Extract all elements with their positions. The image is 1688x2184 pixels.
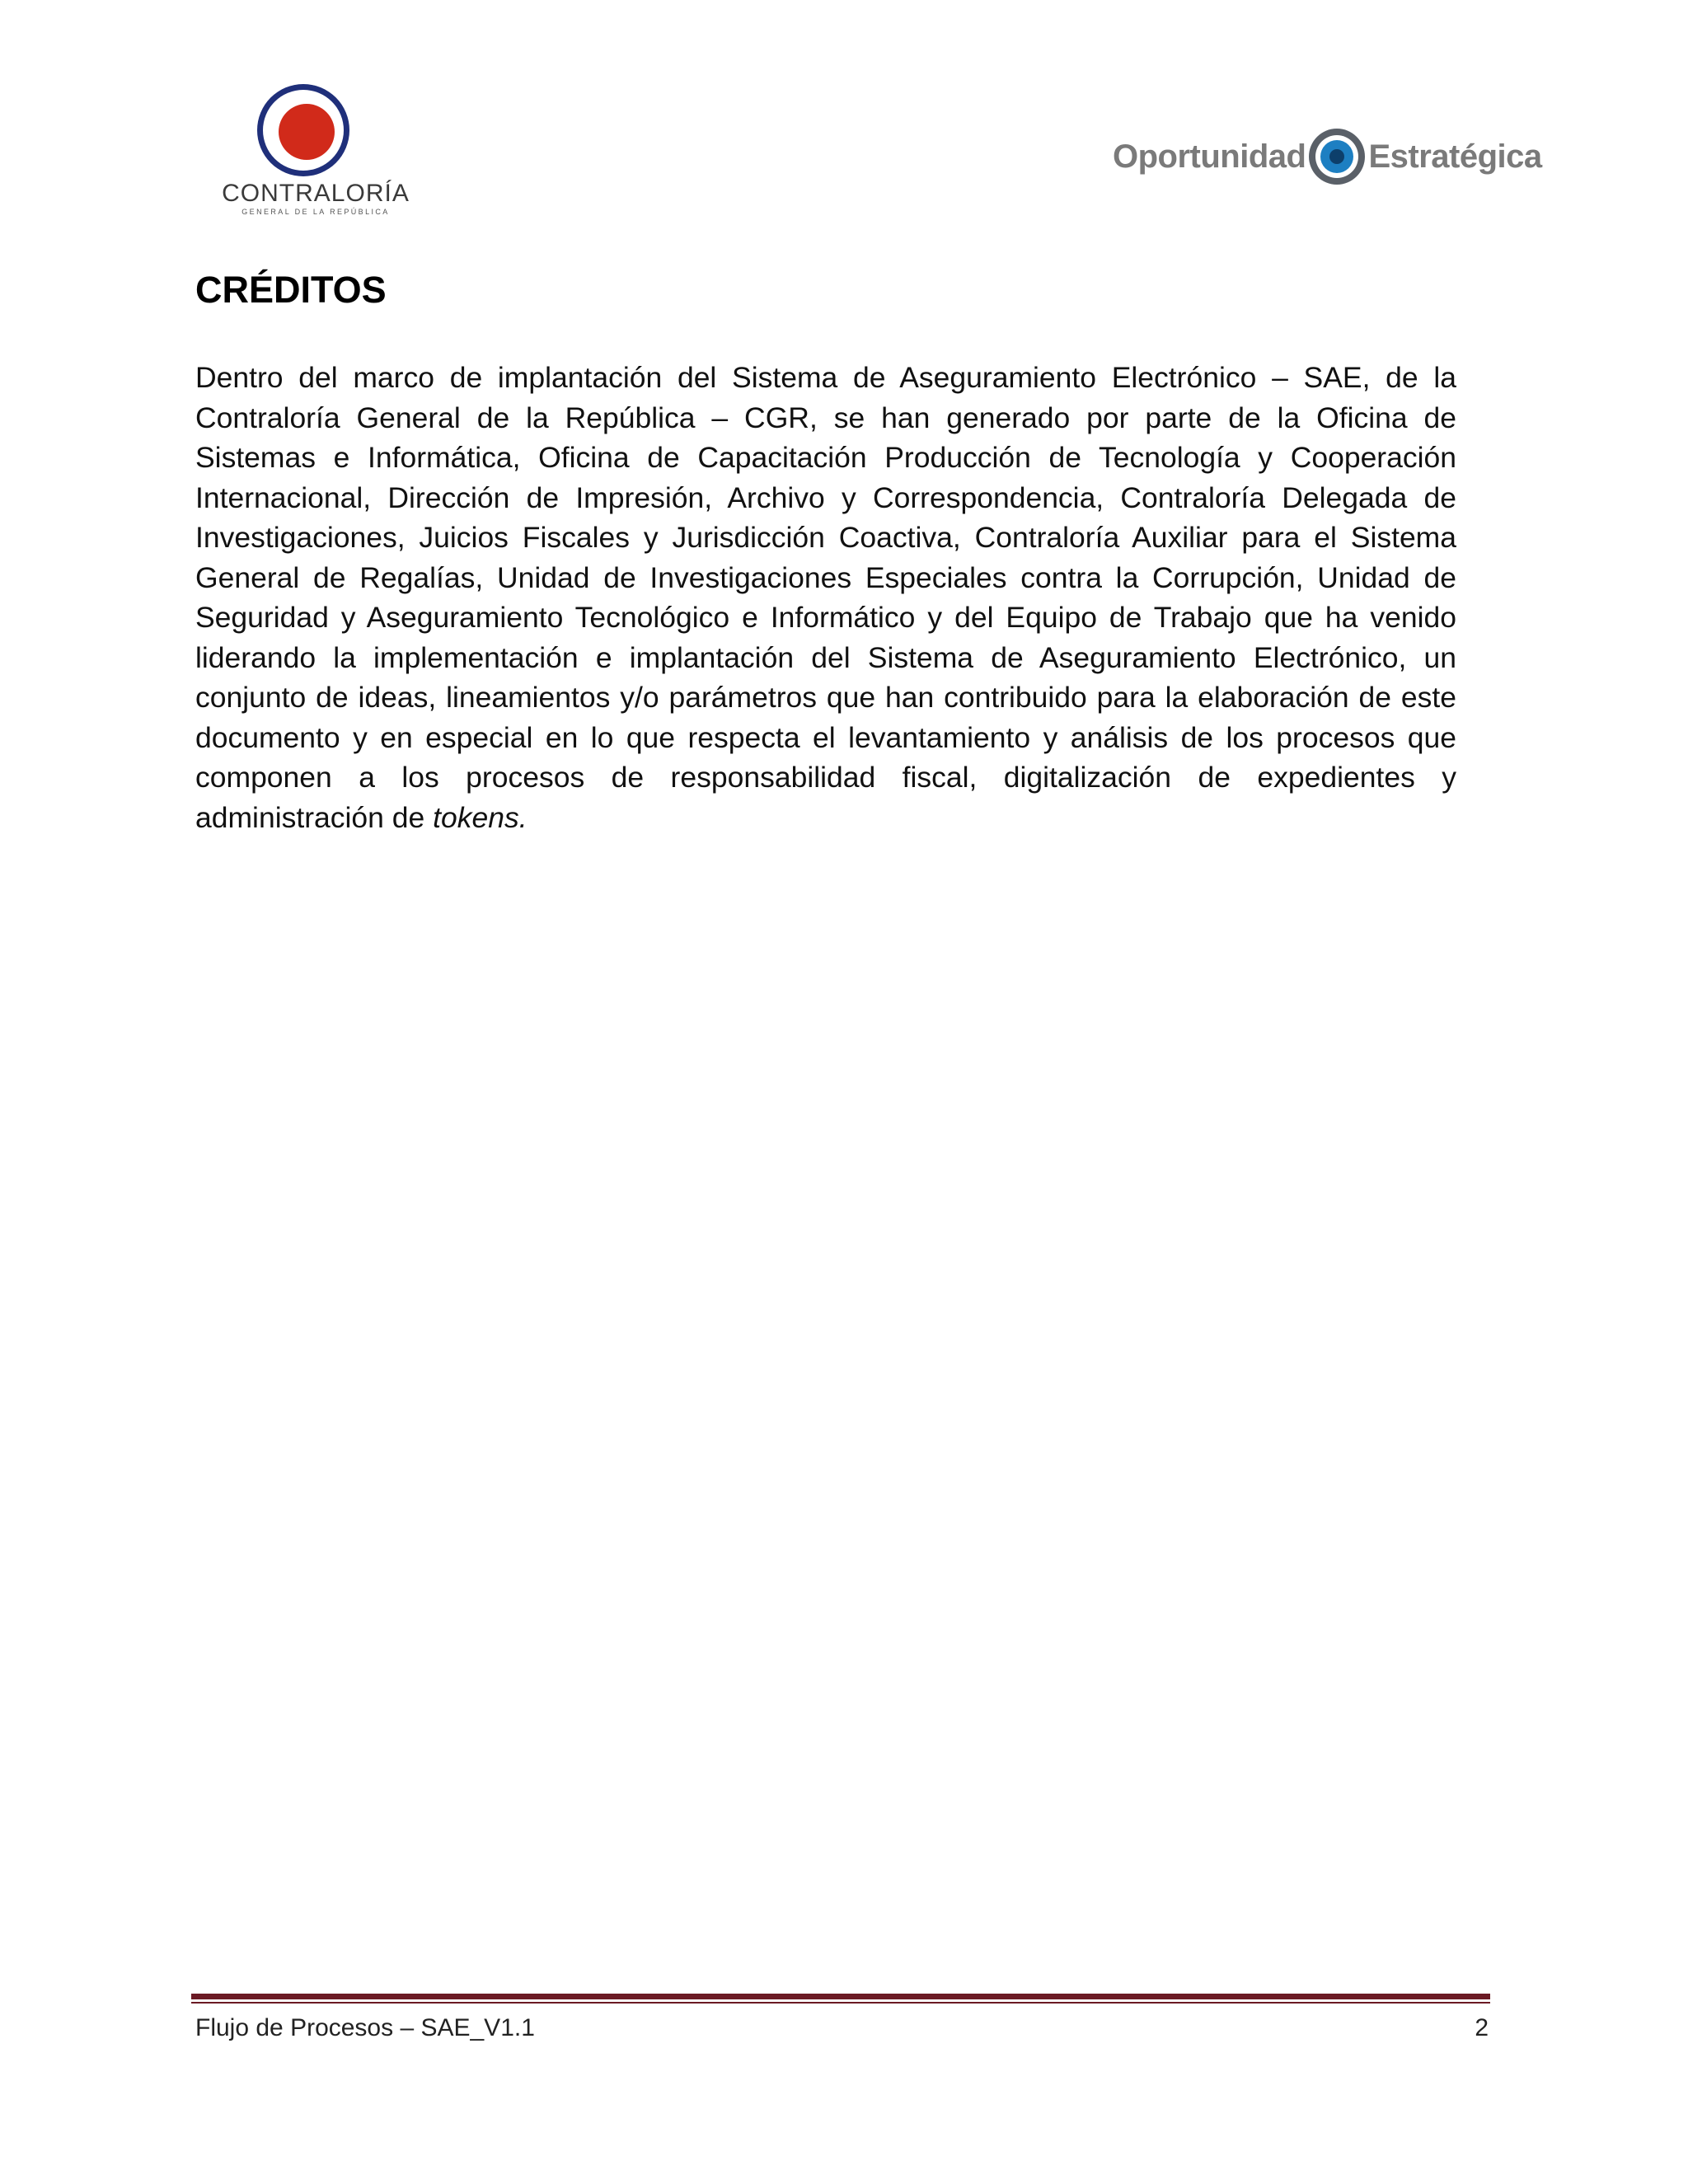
footer-rule-thin (191, 2002, 1490, 2004)
logo-word-right: Estratégica (1368, 138, 1542, 175)
footer-document-name: Flujo de Procesos – SAE_V1.1 (195, 2014, 535, 2041)
contraloria-logo (213, 82, 419, 223)
footer-page-number: 2 (1475, 2014, 1489, 2041)
footer-rule (191, 1994, 1490, 1999)
contraloria-logo-subtitle: GENERAL DE LA REPÚBLICA (241, 208, 390, 216)
target-icon (1307, 127, 1367, 186)
page-title: CRÉDITOS (195, 269, 387, 311)
credits-paragraph-text: Dentro del marco de implantación del Sistema de Aseguramiento Electrónico – SAE, de la Contraloría General de la República – CGR, se han generado por parte de la Oficina de Sistemas e Informática, Oficina de Capacitación Producción de Tecnología y Cooperación Internacional, Dirección de Impresión, Archivo y Correspondencia, Contraloría Delegada de Investigaciones, Juicios Fiscales y Jurisdicción Coactiva, Contraloría Auxiliar para el Sistema General de Regalías, Unidad de Investigaciones Especiales contra la Corrupción, Unidad de Seguridad y Aseguramiento Tecnológico e Informático y del Equipo de Trabajo que ha venido liderando la implementación e implantación del Sistema de Aseguramiento Electrónico, un conjunto de ideas, lineamientos y/o parámetros que han contribuido para la elaboración de este documento y en especial en lo que respecta el levantamiento y análisis de los procesos que componen a los procesos de responsabilidad fiscal, digitalización de expedientes y administración de (195, 361, 1456, 834)
contraloria-logo-name: CONTRALORÍA (222, 180, 410, 207)
credits-paragraph-emphasis: tokens. (433, 800, 528, 834)
logo-word-left: Oportunidad (1113, 138, 1306, 175)
credits-paragraph (195, 358, 1456, 837)
contraloria-emblem-icon (213, 82, 419, 181)
oportunidad-estrategica-logo (1113, 124, 1541, 190)
